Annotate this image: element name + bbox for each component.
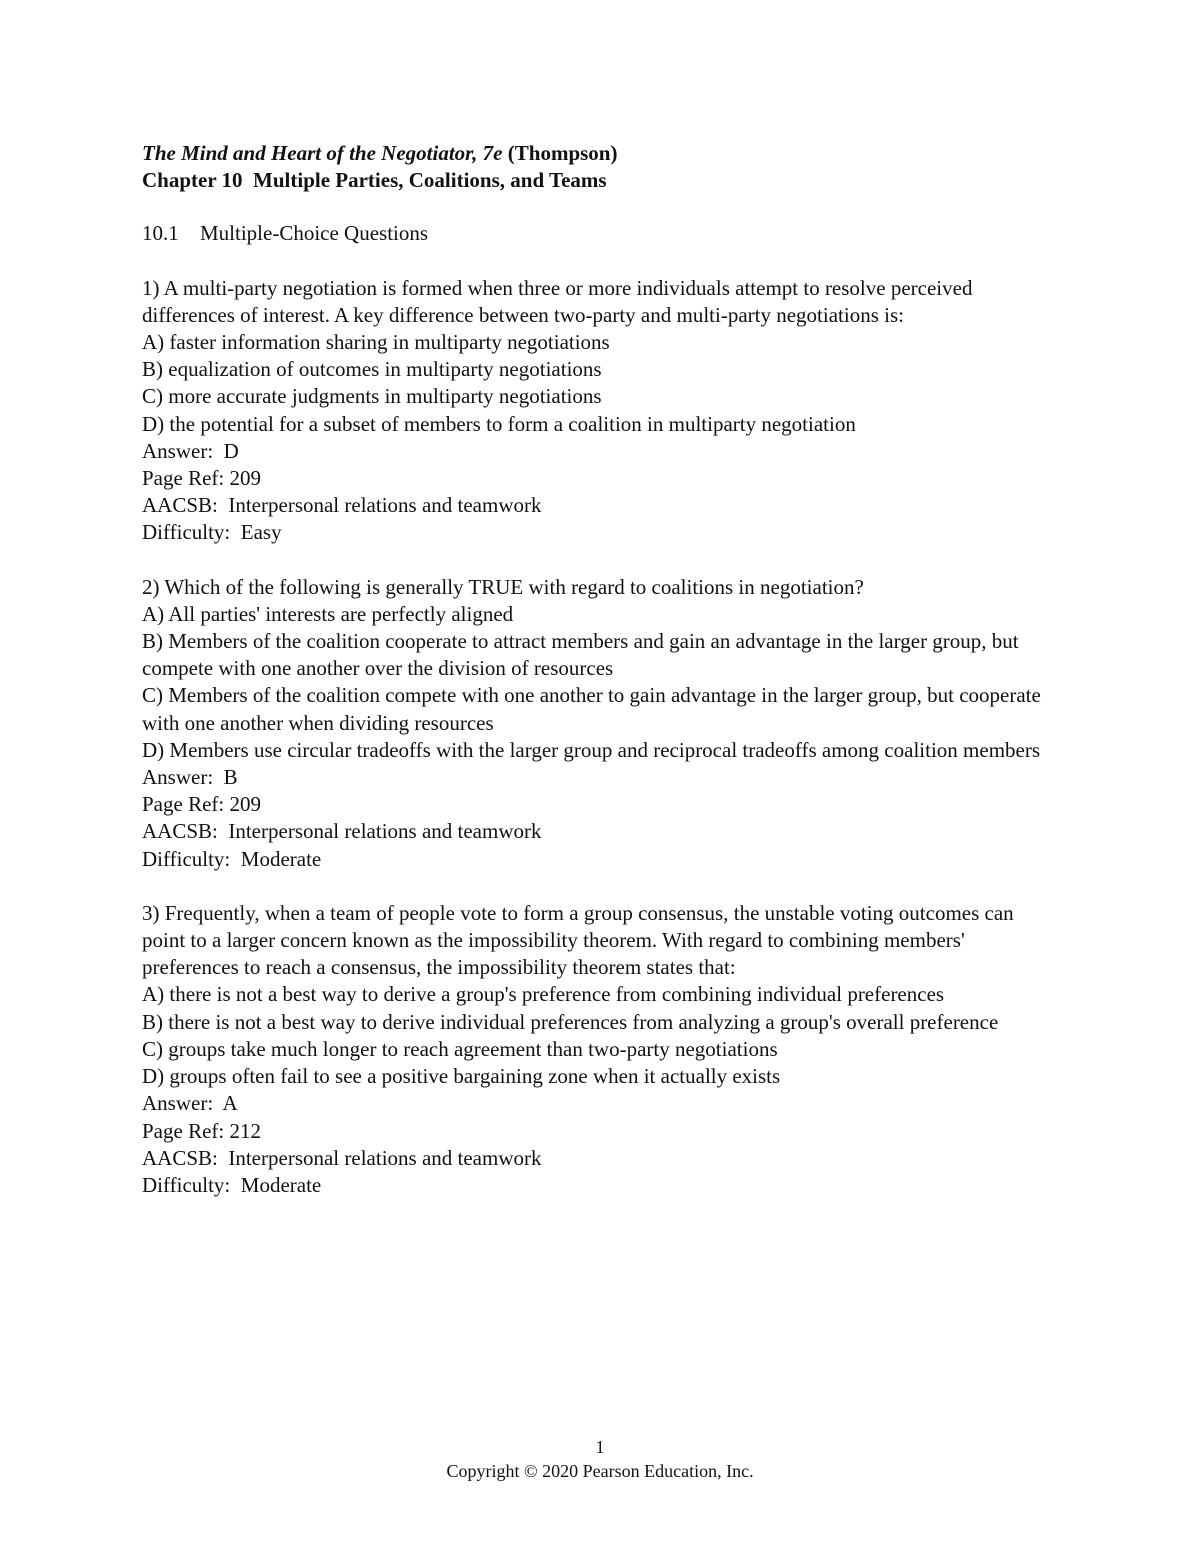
- section-heading: [142, 220, 1072, 247]
- page-reference: Page Ref: 209: [142, 792, 261, 817]
- question-2: [142, 574, 1072, 873]
- page-reference: Page Ref: 209: [142, 466, 261, 491]
- document-page: [142, 140, 1072, 1199]
- chapter-title: Chapter 10 Multiple Parties, Coalitions, and Teams: [142, 168, 607, 193]
- answer-option: C) Members of the coalition compete with one another to gain advantage in the larger group, but cooperate with one another when dividing resources: [142, 683, 1041, 735]
- answer-option: C) more accurate judgments in multiparty negotiations: [142, 384, 602, 409]
- answer-option: B) equalization of outcomes in multiparty negotiations: [142, 357, 602, 382]
- aacsb-tag: AACSB: Interpersonal relations and teamwork: [142, 1145, 542, 1170]
- answer-option: D) Members use circular tradeoffs with the larger group and reciprocal tradeoffs among coalition members: [142, 737, 1041, 762]
- question-stem: 2) Which of the following is generally TRUE with regard to coalitions in negotiation?: [142, 574, 864, 599]
- answer-option: A) there is not a best way to derive a group's preference from combining individual preferences: [142, 982, 945, 1007]
- answer-key: Answer: D: [142, 438, 239, 463]
- question-1: [142, 275, 1072, 547]
- aacsb-tag: AACSB: Interpersonal relations and teamwork: [142, 819, 542, 844]
- section-number: 10.1: [142, 221, 179, 246]
- answer-option: A) All parties' interests are perfectly aligned: [142, 601, 514, 626]
- book-title: The Mind and Heart of the Negotiator, 7e: [142, 141, 503, 165]
- book-title-line: [142, 140, 1072, 167]
- copyright-notice: Copyright © 2020 Pearson Education, Inc.: [446, 1461, 754, 1481]
- answer-option: D) the potential for a subset of members to form a coalition in multiparty negotiation: [142, 411, 856, 436]
- difficulty-level: Difficulty: Easy: [142, 520, 282, 545]
- difficulty-level: Difficulty: Moderate: [142, 846, 322, 871]
- page-reference: Page Ref: 212: [142, 1118, 261, 1143]
- answer-key: Answer: B: [142, 765, 238, 790]
- answer-key: Answer: A: [142, 1091, 238, 1116]
- book-author: (Thompson): [502, 141, 618, 165]
- answer-option: B) Members of the coalition cooperate to attract members and gain an advantage in the larger group, but compete with one another over the division of resources: [142, 629, 1019, 681]
- aacsb-tag: AACSB: Interpersonal relations and teamwork: [142, 493, 542, 518]
- question-stem: 3) Frequently, when a team of people vote to form a group consensus, the unstable voting outcomes can point to a larger concern known as the impossibility theorem. With regard to combining members' preferences to reach a consensus, the impossibility theorem states that:: [142, 900, 1014, 980]
- page-number: 1: [595, 1437, 605, 1457]
- answer-option: D) groups often fail to see a positive bargaining zone when it actually exists: [142, 1064, 781, 1089]
- answer-option: A) faster information sharing in multiparty negotiations: [142, 330, 610, 355]
- section-title: Multiple-Choice Questions: [200, 221, 429, 246]
- question-3: [142, 900, 1072, 1199]
- question-stem: 1) A multi-party negotiation is formed when three or more individuals attempt to resolve perceived differences of interest. A key difference between two-party and multi-party negotiations is:: [142, 275, 973, 327]
- difficulty-level: Difficulty: Moderate: [142, 1172, 322, 1197]
- answer-option: B) there is not a best way to derive individual preferences from analyzing a group's overall preference: [142, 1009, 999, 1034]
- answer-option: C) groups take much longer to reach agreement than two-party negotiations: [142, 1036, 778, 1061]
